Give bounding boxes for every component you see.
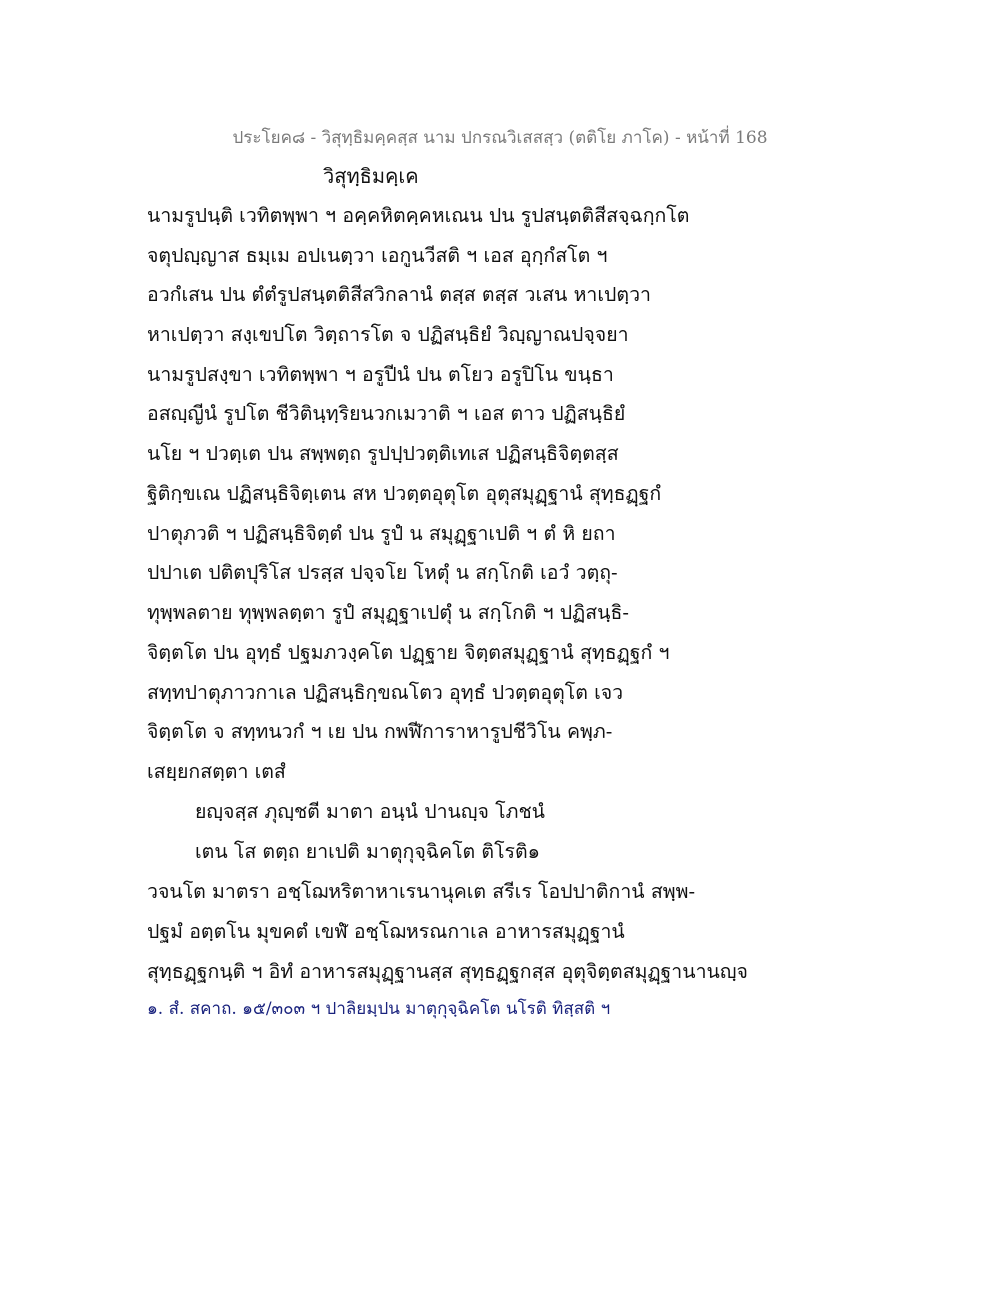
body-line: จตุปญฺญาส ธมฺเม อปเนตฺวา เอกูนวีสติ ฯ เอส อุกฺกํสโต ฯ bbox=[147, 244, 608, 267]
body-line: นามรูปสงฺขา เวทิตพฺพา ฯ อรูปีนํ ปน ตโยว อรูปิโน ขนฺธา bbox=[147, 363, 614, 386]
body-line: นโย ฯ ปวตฺเต ปน สพฺพตฺถ รูปปฺปวตฺติเทเส ปฏิสนฺธิจิตฺตสฺส bbox=[147, 442, 619, 465]
body-line: อวกํเสน ปน ตํตํรูปสนฺตติสีสวิกลานํ ตสฺส ตสฺส วเสน หาเปตฺวา bbox=[147, 283, 651, 306]
body-line: นามรูปนฺติ เวทิตพฺพา ฯ อคฺคหิตคฺคหเณน ปน รูปสนฺตติสีสจฺฉกฺกโต bbox=[147, 204, 690, 227]
body-line: สทฺทปาตุภาวกาเล ปฏิสนฺธิกฺขณโตว อุทฺธํ ปวตฺตอุตุโต เจว bbox=[147, 681, 624, 704]
body-line: จิตฺตโต จ สทฺทนวกํ ฯ เย ปน กพฬีการาหารูปชีวิโน คพฺภ- bbox=[147, 720, 613, 743]
body-line: อสญฺญีนํ รูปโต ชีวิตินฺทฺริยนวกเมวาติ ฯ เอส ตาว ปฏิสนฺธิยํ bbox=[147, 402, 626, 425]
body-line: ปปาเต ปติตปุริโส ปรสฺส ปจฺจโย โหตุํ น สกฺโกติ เอวํ วตฺถุ- bbox=[147, 561, 618, 584]
running-header: ประโยค๘ - วิสุทฺธิมคฺคสฺส นาม ปกรณวิเสสสฺว (ตติโย ภาโค) - หน้าที่ 168 bbox=[232, 128, 768, 148]
verse-line: เตน โส ตตฺถ ยาเปติ มาตุกุจฺฉิคโต ติโรติ๑ bbox=[195, 840, 541, 863]
body-line: วจนโต มาตรา อชฺโฌหริตาหาเรนานุคเต สรีเร โอปปาติกานํ สพฺพ- bbox=[147, 880, 696, 903]
body-line: ปฐมํ อตฺตโน มุขคตํ เขฬํ อชฺโฌหรณกาเล อาหารสมุฏฺฐานํ bbox=[147, 920, 625, 943]
body-line: ทุพฺพลตาย ทุพฺพลตฺตา รูปํ สมุฏฺฐาเปตุํ น สกฺโกติ ฯ ปฏิสนฺธิ- bbox=[147, 601, 629, 624]
body-line: จิตฺตโต ปน อุทฺธํ ปฐมภวงฺคโต ปฏฺฐาย จิตฺตสมุฏฺฐานํ สุทฺธฏฺฐกํ ฯ bbox=[147, 641, 670, 664]
body-line: หาเปตฺวา สงฺเขปโต วิตฺถารโต จ ปฏิสนฺธิยํ วิญฺญาณปจฺจยา bbox=[147, 323, 629, 346]
body-line: ฐิติกฺขเณ ปฏิสนฺธิจิตฺเตน สห ปวตฺตอุตุโต อุตุสมุฏฺฐานํ สุทฺธฏฺฐกํ bbox=[147, 482, 662, 505]
verse-line: ยญฺจสฺส ภุญฺชตี มาตา อนฺนํ ปานญฺจ โภชนํ bbox=[195, 800, 546, 823]
footnote: ๑. สํ. สคาถ. ๑๕/๓๐๓ ฯ ปาลิยมฺปน มาตุกุจฺฉิคโต นโรติ ทิสฺสติ ฯ bbox=[147, 999, 611, 1019]
body-line: เสยฺยกสตฺตา เตสํ bbox=[147, 760, 286, 783]
body-line: สุทฺธฏฺฐกนฺติ ฯ อิทํ อาหารสมุฏฺฐานสฺส สุทฺธฏฺฐกสฺส อุตุจิตฺตสมุฏฺฐานานญฺจ bbox=[147, 960, 748, 983]
body-line: ปาตุภวติ ฯ ปฏิสนฺธิจิตฺตํ ปน รูปํ น สมุฏฺฐาเปติ ฯ ตํ หิ ยถา bbox=[147, 522, 616, 545]
chapter-title: วิสุทฺธิมคฺเค bbox=[323, 164, 419, 188]
